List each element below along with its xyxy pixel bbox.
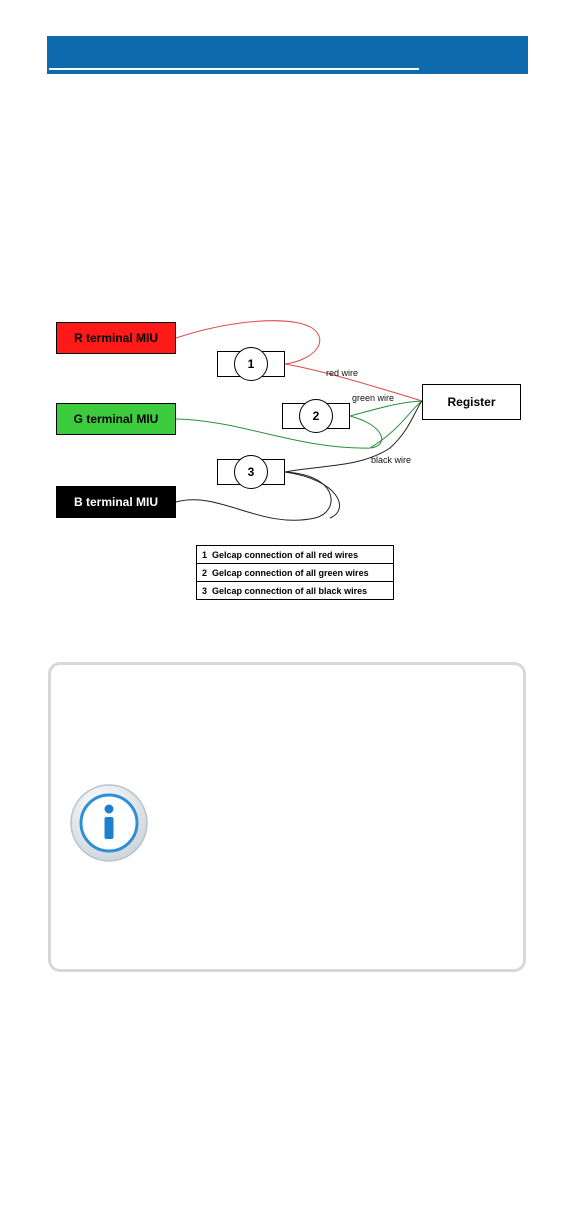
- gelcap-3-label: 3: [234, 455, 268, 489]
- header-rule: [49, 68, 419, 70]
- green-wire-label: green wire: [352, 393, 395, 403]
- gelcap-2: [282, 403, 350, 429]
- g-terminal-miu: G terminal MIU: [56, 403, 176, 435]
- gelcap-2-label: 2: [299, 399, 333, 433]
- r-terminal-miu: R terminal MIU: [56, 322, 176, 354]
- legend-row: [197, 564, 394, 582]
- legend-row-1: [197, 546, 394, 564]
- legend-row: [197, 582, 394, 600]
- legend-text: Gelcap connection of all red wires: [212, 549, 359, 560]
- legend-row-3: [197, 582, 394, 600]
- legend-row: [197, 546, 394, 564]
- black-wire-label: black wire: [371, 455, 412, 465]
- legend-text: Gelcap connection of all green wires: [212, 567, 369, 578]
- red-wire: [176, 321, 422, 401]
- info-icon: [69, 783, 149, 863]
- register-box: Register: [422, 384, 521, 420]
- note-panel: [48, 662, 526, 972]
- gelcap-1-label: 1: [234, 347, 268, 381]
- black-wire-loop: [285, 472, 340, 518]
- gelcap-legend: [196, 545, 394, 600]
- b-terminal-miu: B terminal MIU: [56, 486, 176, 518]
- legend-num: 1: [202, 549, 208, 560]
- legend-row-2: [197, 564, 394, 582]
- legend-num: 2: [202, 567, 208, 578]
- gelcap-3: [217, 459, 285, 485]
- red-wire-label: red wire: [326, 368, 359, 378]
- legend-num: 3: [202, 585, 208, 596]
- gelcap-1: [217, 351, 285, 377]
- legend-text: Gelcap connection of all black wires: [212, 585, 368, 596]
- green-wire-branch: [370, 401, 422, 448]
